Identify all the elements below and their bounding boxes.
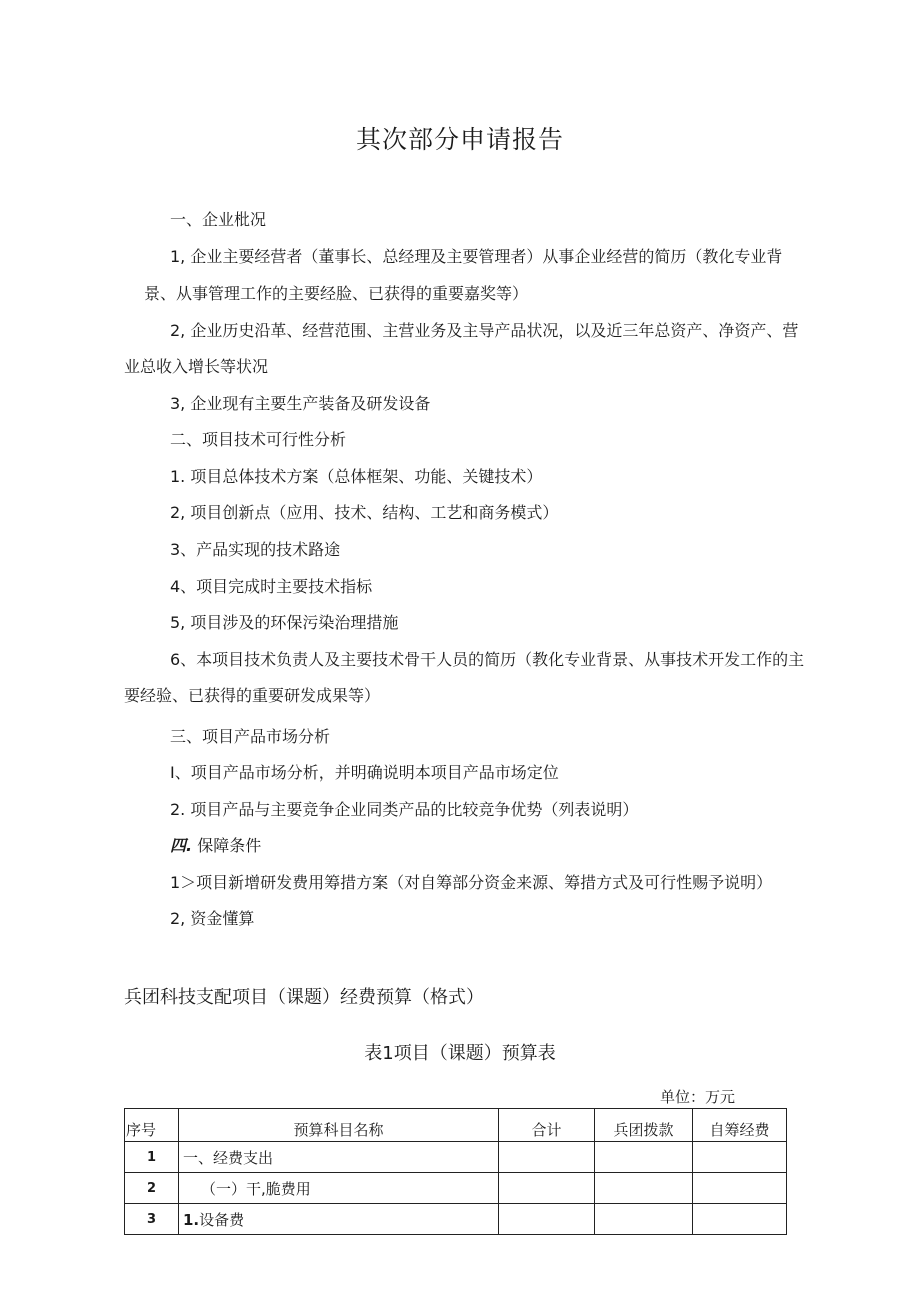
- row-grant: [595, 1204, 693, 1235]
- section-4-heading-number: 四.: [170, 836, 193, 855]
- row-total: [499, 1142, 595, 1173]
- row-item-name: 一、经费支出: [179, 1142, 499, 1173]
- row-item-name: [179, 1204, 499, 1235]
- row-self-funded: [693, 1204, 787, 1235]
- row-total: [499, 1173, 595, 1204]
- unit-label: 单位：万元: [660, 1088, 736, 1106]
- section-3-item-2: 2. 项目产品与主要竞争企业同类产品的比较竞争优势（列表说明）: [170, 800, 639, 819]
- row-self-funded: [693, 1142, 787, 1173]
- table-header-row: [125, 1109, 787, 1142]
- section-1-item-2-line-2: 业总收入增长等状况: [124, 357, 269, 376]
- row-total: [499, 1204, 595, 1235]
- section-2-item-6-line-1: 6、本项目技术负责人及主要技术骨干人员的简历（教化专业背景、从事技术开发工作的主: [170, 650, 805, 669]
- section-1-item-2-line-1: 2, 企业历史沿革、经营范围、主营业务及主导产品状况，以及近三年总资产、净资产、营: [170, 321, 799, 340]
- document-title: 其次部分申请报告: [355, 125, 564, 154]
- header-grant: 兵团拨款: [595, 1109, 693, 1142]
- section-4-heading: [170, 836, 261, 856]
- budget-table: [124, 1108, 787, 1235]
- section-2-item-5: 5, 项目涉及的环保污染治理措施: [170, 613, 399, 632]
- section-1-item-1-line-2: 景、从事管理工作的主要经脸、已获得的重要嘉奖等）: [144, 284, 529, 303]
- row-no: 1: [125, 1142, 179, 1173]
- table-row: [125, 1204, 787, 1235]
- section-2-item-4: 4、项目完成时主要技术指标: [170, 577, 373, 596]
- row-item-number: 1.: [183, 1210, 200, 1229]
- budget-section-title: 兵团科技支配项目（课题）经费预算（格式）: [124, 987, 484, 1008]
- row-no: 2: [125, 1173, 179, 1204]
- row-item-name: （一）干,脆费用: [179, 1173, 499, 1204]
- row-grant: [595, 1142, 693, 1173]
- section-3-item-1: I、项目产品市场分析，并明确说明本项目产品市场定位: [170, 763, 559, 782]
- section-1-heading: 一、企业枇况: [170, 210, 267, 229]
- section-2-item-1: 1. 项目总体技术方案（总体框架、功能、关键技术）: [170, 467, 543, 486]
- section-2-item-6-line-2: 要经验、已获得的重要研发成果等）: [124, 686, 381, 705]
- section-3-heading: 三、项目产品市场分析: [170, 727, 331, 746]
- header-total: 合计: [499, 1109, 595, 1142]
- header-item-name: 预算科目名称: [179, 1109, 499, 1142]
- header-self-funded: 自筹经费: [693, 1109, 787, 1142]
- section-2-item-3: 3、产品实现的技术路途: [170, 540, 341, 559]
- section-4-heading-text: 保障条件: [197, 836, 262, 855]
- row-no: 3: [125, 1204, 179, 1235]
- section-1-item-3: 3, 企业现有主要生产装备及研发设备: [170, 394, 431, 413]
- section-1-item-1-line-1: 1, 企业主要经营者（董事长、总经理及主要管理者）从事企业经营的简历（教化专业背: [170, 247, 783, 266]
- row-item-label: 设备费: [199, 1210, 245, 1229]
- row-self-funded: [693, 1173, 787, 1204]
- section-4-item-1: 1＞项目新增研发费用筹措方案（对自筹部分资金来源、筹措方式及可行性赐予说明）: [170, 873, 773, 892]
- table-row: [125, 1142, 787, 1173]
- section-2-heading: 二、项目技术可行性分析: [170, 430, 347, 449]
- header-no: 序号: [125, 1109, 179, 1142]
- table-title: 表1项目（课题）预算表: [364, 1043, 556, 1064]
- table-row: [125, 1173, 787, 1204]
- section-4-item-2: 2, 资金懂算: [170, 909, 255, 928]
- section-2-item-2: 2, 项目创新点（应用、技术、结构、工艺和商务模式）: [170, 503, 559, 522]
- row-grant: [595, 1173, 693, 1204]
